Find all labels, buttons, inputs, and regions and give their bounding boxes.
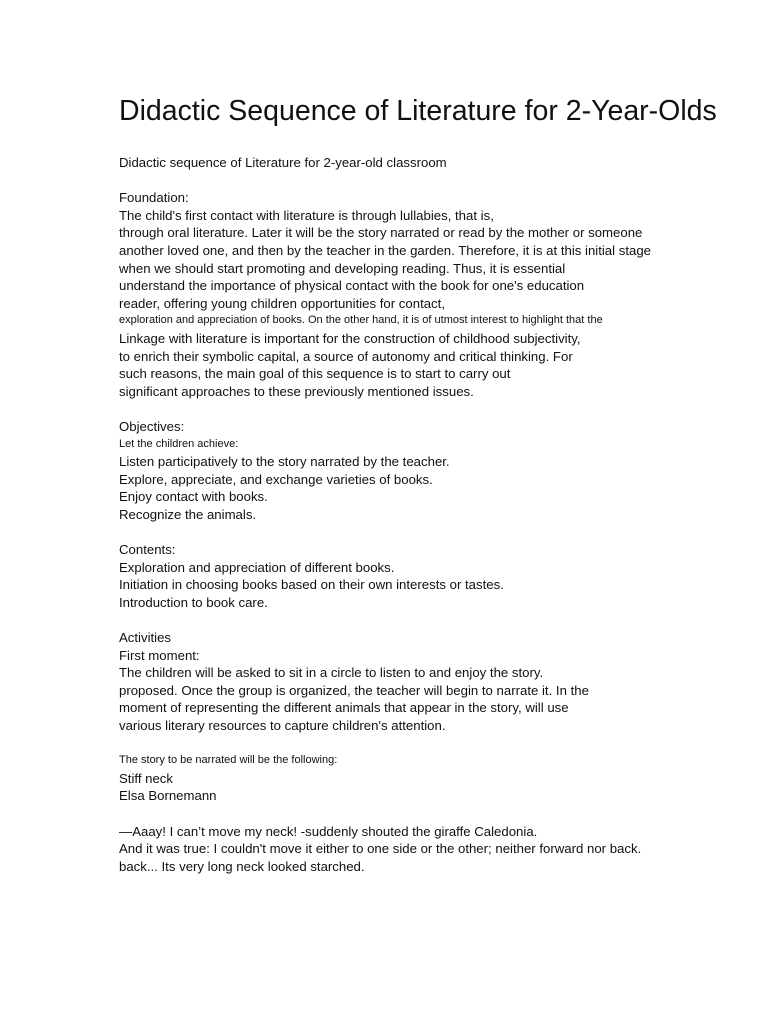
spacer bbox=[119, 400, 739, 418]
document-body bbox=[119, 154, 739, 875]
activities-moment: First moment: bbox=[119, 647, 200, 663]
activities-line: The children will be asked to sit in a circle to listen to and enjoy the story. bbox=[119, 665, 544, 681]
foundation-line: when we should start promoting and developing reading. Thus, it is essential bbox=[119, 260, 566, 276]
spacer bbox=[119, 735, 739, 753]
foundation-line: significant approaches to these previously mentioned issues. bbox=[119, 383, 474, 399]
foundation-line: exploration and appreciation of books. On the other hand, it is of utmost interest to highlight that the bbox=[119, 314, 603, 327]
objectives-heading: Objectives: bbox=[119, 418, 185, 434]
story-line: —Aaay! I can’t move my neck! -suddenly shouted the giraffe Caledonia. bbox=[119, 823, 538, 839]
activities-line: proposed. Once the group is organized, the teacher will begin to narrate it. In the bbox=[119, 682, 589, 698]
contents-item: Introduction to book care. bbox=[119, 594, 268, 610]
document-subtitle: Didactic sequence of Literature for 2-year-old classroom bbox=[119, 155, 447, 170]
story-line: back... Its very long neck looked starched. bbox=[119, 858, 365, 874]
activities-line: moment of representing the different animals that appear in the story, will use bbox=[119, 700, 569, 716]
foundation-line: Linkage with literature is important for the construction of childhood subjectivity, bbox=[119, 330, 581, 346]
document-title: Didactic Sequence of Literature for 2-Year-Olds bbox=[119, 95, 717, 127]
contents-item: Initiation in choosing books based on their own interests or tastes. bbox=[119, 577, 504, 593]
foundation-line: understand the importance of physical contact with the book for one's education bbox=[119, 278, 585, 294]
spacer bbox=[119, 172, 739, 190]
spacer bbox=[119, 805, 739, 823]
foundation-line: through oral literature. Later it will be the story narrated or read by the mother or someone bbox=[119, 225, 643, 241]
contents-heading: Contents: bbox=[119, 542, 176, 558]
objective-item: Recognize the animals. bbox=[119, 506, 257, 522]
foundation-line: another loved one, and then by the teacher in the garden. Therefore, it is at this initial stage bbox=[119, 242, 651, 258]
foundation-line: such reasons, the main goal of this sequence is to start to carry out bbox=[119, 366, 511, 382]
objective-item: Explore, appreciate, and exchange varieties of books. bbox=[119, 471, 433, 487]
activities-heading: Activities bbox=[119, 630, 172, 646]
objective-item: Enjoy contact with books. bbox=[119, 489, 268, 505]
foundation-line: reader, offering young children opportunities for contact, bbox=[119, 295, 445, 311]
story-author: Elsa Bornemann bbox=[119, 788, 217, 804]
spacer bbox=[119, 523, 739, 541]
story-title: Stiff neck bbox=[119, 770, 173, 786]
activities-line: various literary resources to capture children's attention. bbox=[119, 718, 446, 733]
foundation-line: The child's first contact with literature is through lullabies, that is, bbox=[119, 207, 494, 223]
objective-item: Listen participatively to the story narrated by the teacher. bbox=[119, 454, 450, 470]
foundation-line: to enrich their symbolic capital, a source of autonomy and critical thinking. For bbox=[119, 348, 573, 364]
story-intro: The story to be narrated will be the following: bbox=[119, 754, 338, 767]
foundation-heading: Foundation: bbox=[119, 190, 189, 206]
spacer bbox=[119, 611, 739, 629]
objectives-intro: Let the children achieve: bbox=[119, 437, 239, 450]
story-line: And it was true: I couldn't move it either to one side or the other; neither forward nor back. bbox=[119, 841, 642, 857]
contents-item: Exploration and appreciation of different books. bbox=[119, 559, 395, 575]
